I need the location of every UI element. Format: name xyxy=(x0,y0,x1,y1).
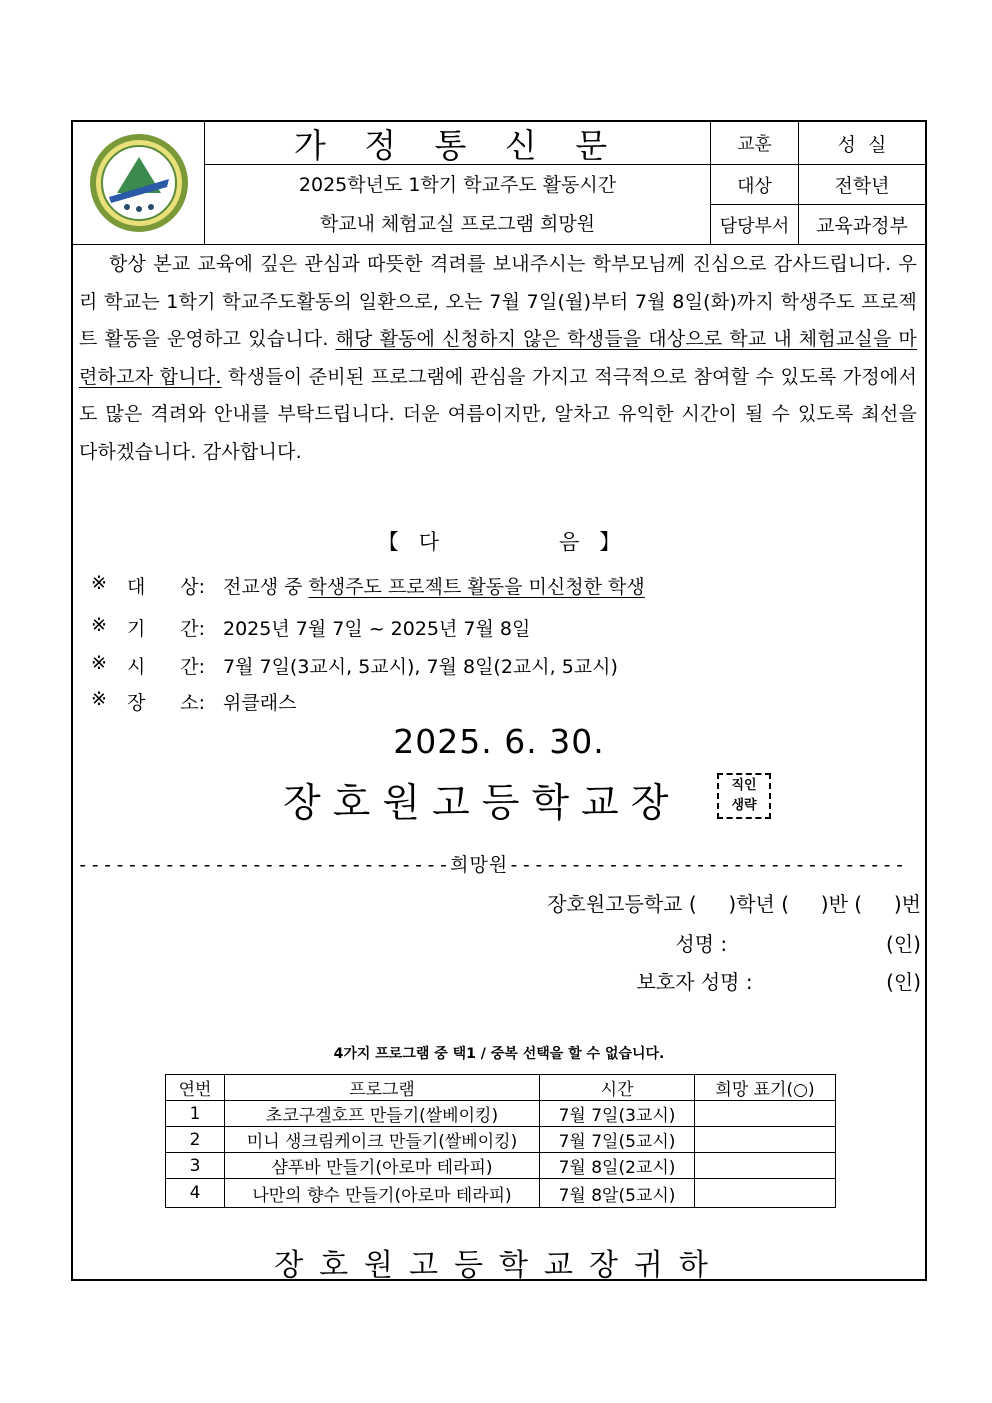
header-table xyxy=(73,122,925,245)
detail-label-b: 간: xyxy=(180,618,205,640)
row-program: 미니 생크림케이크 만들기(쌀베이킹) xyxy=(225,1127,540,1153)
col-program: 프로그램 xyxy=(225,1075,540,1101)
row-number: 1 xyxy=(166,1101,225,1127)
seal-omitted-stamp xyxy=(717,773,771,819)
program-table xyxy=(165,1074,836,1208)
reference-mark-icon: ※ xyxy=(91,572,107,594)
school-emblem-icon xyxy=(87,131,191,235)
detail-label xyxy=(127,572,205,599)
target-value: 전학년 xyxy=(799,165,925,205)
cut-line: ------------------------------희망원-------------------------------- xyxy=(77,854,907,876)
detail-label-b: 소: xyxy=(180,692,205,714)
school-logo xyxy=(73,122,205,245)
reference-mark-icon: ※ xyxy=(91,614,107,636)
col-choice: 희망 표기(○) xyxy=(695,1075,836,1101)
table-row xyxy=(166,1101,836,1127)
row-number: 3 xyxy=(166,1153,225,1179)
stamp-line-2: 생략 xyxy=(731,798,757,813)
cut-line-label: 희망원 xyxy=(450,854,509,876)
table-header-row xyxy=(166,1075,836,1101)
row-program: 초코구겔호프 만들기(쌀베이킹) xyxy=(225,1101,540,1127)
guardian-name-text: 보호자 성명 : (인) xyxy=(636,970,921,994)
issue-date: 2025. 6. 30. xyxy=(393,722,605,761)
next-heading-close: 음 】 xyxy=(559,530,621,554)
target-label: 대상 xyxy=(711,165,799,205)
selection-notice: 4가지 프로그램 중 택1 / 중복 선택을 할 수 없습니다. xyxy=(333,1046,665,1062)
motto-label: 교훈 xyxy=(711,122,799,165)
detail-value xyxy=(223,572,645,599)
row-time: 7월 8일(2교시) xyxy=(540,1153,695,1179)
next-heading xyxy=(73,526,925,556)
recipient-footer: 장호원고등학교장귀하 xyxy=(274,1248,724,1283)
row-program: 나만의 향수 만들기(아로마 테라피) xyxy=(225,1179,540,1208)
intro-underlined-text: 해당 활동에 신청하지 않은 학생들을 대상으로 학교 내 체험교실을 마련하고자 합니다. xyxy=(79,328,917,388)
row-time: 7월 8알(5교시) xyxy=(540,1179,695,1208)
intro-text-1: 항상 본교 교육에 깊은 관심과 따뜻한 격려를 보내주시는 학부모님께 진심으로 감사드립니다. 우리 학교는 1학기 학교주도활동의 일환으로, 오는 7월 7일(월)부터 7월 8일(화)까지 학생주도 프로젝트 활동을 운영하고 있습니다. xyxy=(79,253,917,350)
department-value: 교육과정부 xyxy=(799,205,925,245)
detail-label-a: 시 xyxy=(127,656,146,678)
principal-name: 장호원고등학교장 xyxy=(283,781,681,826)
student-name-text: 성명 : (인) xyxy=(675,932,921,956)
detail-label xyxy=(127,614,205,641)
school-class-text: 장호원고등학교 ( )학년 ( )반 ( )번 xyxy=(547,892,921,916)
subtitle xyxy=(205,165,711,245)
guardian-name-field[interactable] xyxy=(637,966,921,995)
row-choice-cell[interactable] xyxy=(695,1179,836,1208)
col-number: 연번 xyxy=(166,1075,225,1101)
row-number: 2 xyxy=(166,1127,225,1153)
detail-value: 위클래스 xyxy=(223,692,297,714)
detail-label-a: 기 xyxy=(127,618,146,640)
next-heading-open: 【 다 xyxy=(377,530,439,554)
table-row xyxy=(166,1179,836,1208)
reference-mark-icon: ※ xyxy=(91,688,107,710)
detail-label xyxy=(127,688,205,715)
detail-value: 2025년 7월 7일 ~ 2025년 7월 8일 xyxy=(223,618,531,640)
subtitle-line-2: 학교내 체험교실 프로그램 희망원 xyxy=(319,212,596,235)
col-time: 시간 xyxy=(540,1075,695,1101)
intro-text-2: 학생들이 준비된 프로그램에 관심을 가지고 적극적으로 참여할 수 있도록 가정에서도 많은 격려와 안내를 부탁드립니다. 더운 여름이지만, 알차고 유익한 시간이 될 수 있도록 최선을 다하겠습니다. 감사합니다. xyxy=(79,365,917,463)
row-time: 7월 7일(3교시) xyxy=(540,1101,695,1127)
page-title: 가 정 통 신 문 xyxy=(205,122,711,165)
row-choice-cell[interactable] xyxy=(695,1127,836,1153)
table-row xyxy=(166,1153,836,1179)
stamp-line-1: 직인 xyxy=(731,778,757,793)
row-choice-cell[interactable] xyxy=(695,1101,836,1127)
student-name-field[interactable] xyxy=(675,928,921,957)
detail-prefix: 전교생 중 xyxy=(223,576,309,598)
motto-value-text: 성 실 xyxy=(837,133,887,156)
motto-value xyxy=(799,122,925,165)
detail-label-a: 장 xyxy=(127,692,146,714)
detail-label-b: 간: xyxy=(180,656,205,678)
detail-label-a: 대 xyxy=(127,576,146,598)
department-label: 담당부서 xyxy=(711,205,799,245)
detail-label-b: 상: xyxy=(180,576,205,598)
row-number: 4 xyxy=(166,1179,225,1208)
reference-mark-icon: ※ xyxy=(91,652,107,674)
detail-value: 7월 7일(3교시, 5교시), 7월 8일(2교시, 5교시) xyxy=(223,656,618,678)
table-row xyxy=(166,1127,836,1153)
detail-underlined-value: 학생주도 프로젝트 활동을 미신청한 학생 xyxy=(308,576,645,598)
detail-label xyxy=(127,652,205,679)
row-program: 샴푸바 만들기(아로마 테라피) xyxy=(225,1153,540,1179)
intro-paragraph xyxy=(79,246,917,471)
row-time: 7월 7일(5교시) xyxy=(540,1127,695,1153)
row-choice-cell[interactable] xyxy=(695,1153,836,1179)
newsletter-frame xyxy=(71,120,927,1281)
subtitle-line-1: 2025학년도 1학기 학교주도 활동시간 xyxy=(298,173,617,196)
school-class-field[interactable] xyxy=(547,888,921,917)
